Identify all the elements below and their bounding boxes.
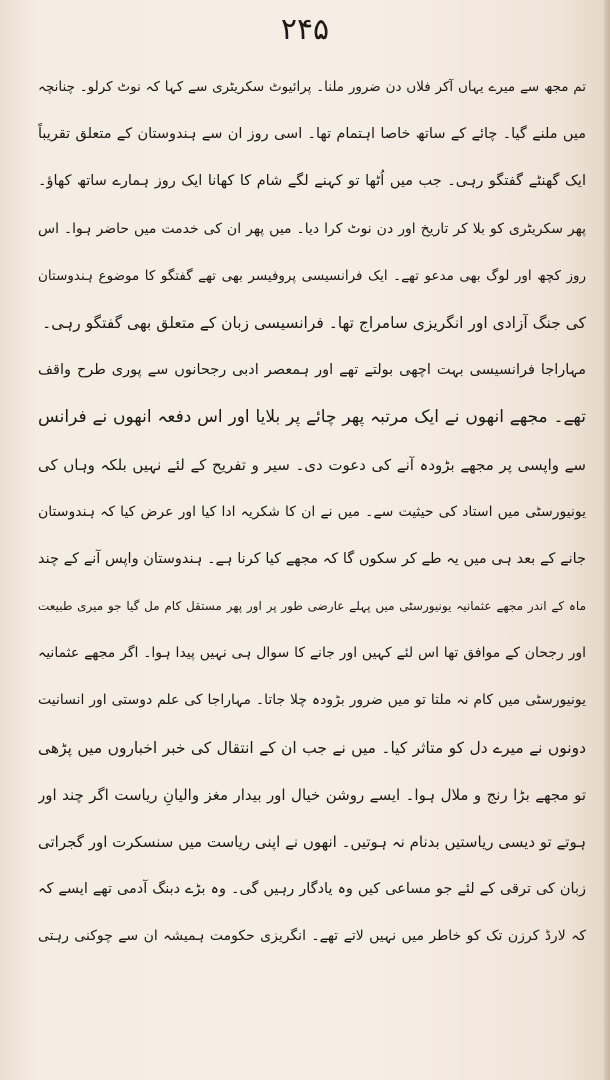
text-line: میں ملنے گیا۔ چائے کے ساتھ خاصا اہتمام تھا۔ اسی روز ان سے ہندوستان کے متعلق تقریباً (38, 126, 586, 143)
text-line: تم مجھ سے میرے یہاں آکر فلاں دن ضرور ملنا۔ پرائیوٹ سکریٹری سے کہا کہ نوٹ کرلو۔ چنانچہ (38, 79, 586, 95)
text-line: یونیورسٹی میں کام نہ ملتا تو میں ضرور بڑودہ چلا جاتا۔ مہاراجا کی علم دوستی اور انسانیت (38, 692, 586, 709)
text-line: کی جنگ آزادی اور انگریزی سامراج تھا۔ فرانسیسی زبان کے متعلق بھی گفتگو رہی۔ (42, 313, 586, 332)
text-line: زبان کی ترقی کے لئے جو مساعی کیں وہ یادگار رہیں گی۔ وہ بڑے دبنگ آدمی تھے ایسے کہ (38, 881, 586, 898)
text-line: تو مجھے بڑا رنج و ملال ہوا۔ ایسے روشن خیال اور بیدار مغز والیانِ ریاست اگر چند اور (38, 785, 586, 804)
text-line: اور رجحان کے موافق تھا اس لئے کہیں اور جانے کا سوال ہی نہیں پیدا ہوا۔ اگر مجھے عثمانیہ (38, 645, 586, 662)
text-line: پھر سکریٹری کو بلا کر تاریخ اور دن نوٹ کرا دیا۔ میں پھر ان کی خدمت میں حاضر ہوا۔ اس (38, 220, 586, 237)
text-line: جانے کے بعد ہی میں یہ طے کر سکوں گا کہ مجھے کیا کرنا ہے۔ ہندوستان واپس آنے کے چند (38, 550, 586, 567)
text-line: ہوتے تو دیسی ریاستیں بدنام نہ ہوتیں۔ انھوں نے اپنی ریاست میں سنسکرت اور گجراتی (38, 833, 586, 851)
text-line: مہاراجا فرانسیسی بہت اچھی بولتے تھے اور ہمعصر ادبی رجحانوں سے پوری طرح واقف (38, 362, 586, 379)
text-line: تھے۔ مجھے انھوں نے ایک مرتبہ پھر چائے پر بلایا اور اس دفعہ انھوں نے فرانس (38, 407, 586, 428)
text-line: ماہ کے اندر مجھے عثمانیہ یونیورسٹی میں پہلے عارضی طور پر اور پھر مستقل کام مل گیا جو میری طبیعت (38, 599, 586, 614)
text-line: روز کچھ اور لوگ بھی مدعو تھے۔ ایک فرانسیسی پروفیسر بھی تھے گفتگو کا موضوع ہندوستان (38, 267, 586, 284)
text-line: کہ لارڈ کرزن تک کو خاطر میں نہیں لاتے تھے۔ انگریزی حکومت ہمیشہ ان سے چوکنی رہتی (38, 928, 586, 945)
text-line: سے واپسی پر مجھے بڑودہ آنے کی دعوت دی۔ سیر و تفریح کے لئے نہیں بلکہ وہاں کی (38, 455, 586, 474)
text-line: دونوں نے میرے دل کو متاثر کیا۔ میں نے جب ان کے انتقال کی خبر اخباروں میں پڑھی (38, 738, 586, 757)
text-line: یونیورسٹی میں استاد کی حیثیت سے۔ میں نے ان کا شکریہ ادا کیا اور عرض کیا کہ ہندوستان (38, 503, 586, 520)
page-number: ۲۴۵ (280, 12, 330, 47)
urdu-text-body (38, 64, 586, 1064)
page-edge-shadow (604, 0, 610, 1080)
text-line: ایک گھنٹے گفتگو رہی۔ جب میں اُٹھا تو کہنے لگے شام کا کھانا ایک روز ہمارے ساتھ کھاؤ۔ (38, 173, 586, 190)
